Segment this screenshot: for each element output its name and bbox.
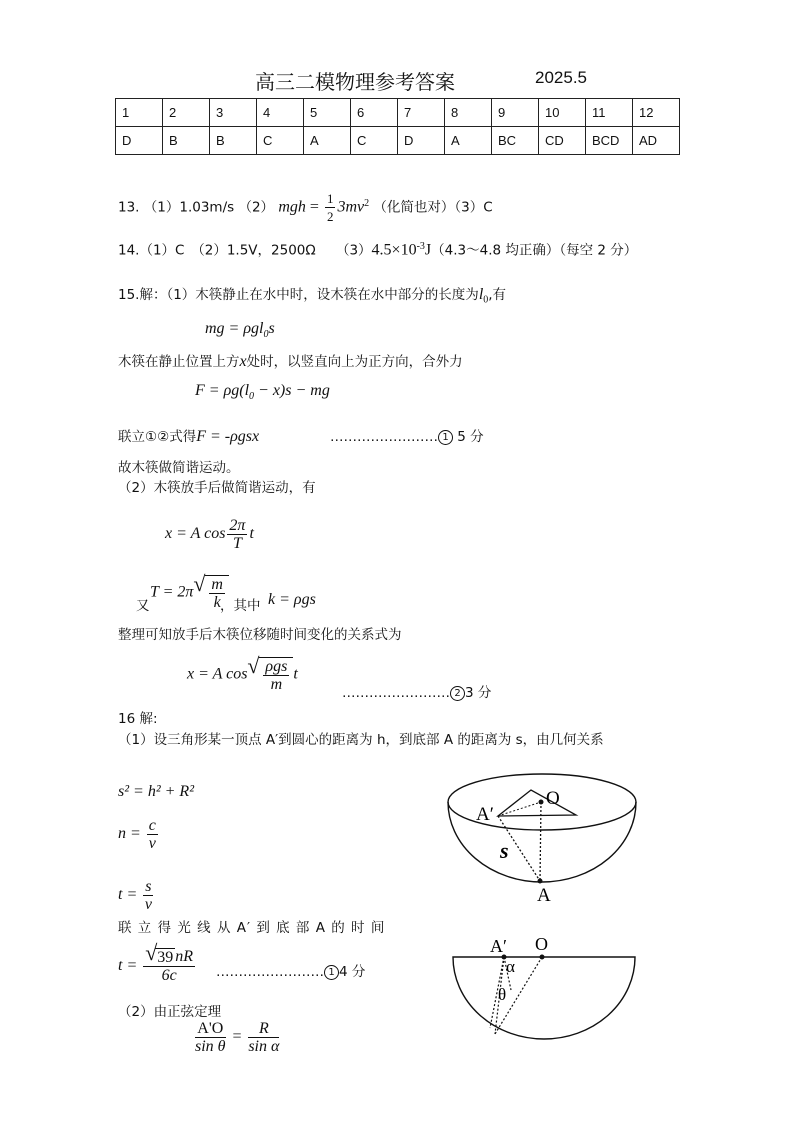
page-title: 高三二模物理参考答案 [255,70,455,94]
q14-exponent: -3 [416,241,425,252]
q16-eq5-frac1 [195,1020,226,1055]
table-cell: 2 [163,99,210,127]
q15-eq3: F = -ρgsx [196,428,260,445]
table-cell: BC [492,127,539,155]
q13-formula-rhs: 3mv [337,198,365,216]
q15-line2b: 处时，以竖直向上为正方向，合外力 [246,354,463,370]
q15-mark2: 2 [450,686,465,701]
q13-note: （化简也对）（3）C [373,199,493,216]
q16-eq1: s² = h² + R² [118,783,194,800]
table-cell: AD [633,127,680,155]
q15-eq1 [205,320,275,340]
table-cell: CD [539,127,586,155]
q15-l0: l [478,286,484,303]
q16-eq4-sqrt [145,948,175,966]
table-cell: A [445,127,492,155]
q15-line2 [118,353,463,371]
table-cell: 3 [210,99,257,127]
q15-eq6-num: √ ρgs [265,658,288,675]
q15-eq4-den: T [232,535,242,552]
q15-score1-text: 5 分 [453,429,484,445]
q16-eq2-num: c [148,817,156,834]
dashed-h [498,802,541,816]
q14-value: 4.5×10 [371,241,417,259]
table-cell: 9 [492,99,539,127]
table-cell: 11 [586,99,633,127]
label-O: O [546,788,560,809]
q13-label: 13. [118,199,140,216]
q13-fraction [325,190,336,225]
q15-eq6-lhs: x = A cos [187,665,248,683]
q15-eq6-den: m [270,676,283,693]
table-cell: 12 [633,99,680,127]
q16-eq4-den: 6c [161,967,177,985]
q16-eq4-lhs: t = [118,956,142,974]
q15-eq5-den: k [213,594,221,611]
q16-dots: …………………… [216,964,324,980]
q16-eq3-num: s [145,878,152,895]
q15-eq1-end: s [268,320,275,337]
q15-line4: 故木筷做简谐运动。 [118,460,240,476]
q16-eq5-den1: sin θ [195,1038,226,1055]
q15-eq4-t: t [249,525,254,543]
q15-score2-text: 3 分 [465,685,492,701]
q16-eq3-den: v [144,896,152,913]
q16-eq4 [118,948,197,984]
q15-eq1-main: mg = ρgl [205,320,264,337]
label-s: s [500,838,509,863]
q15-score1 [330,428,484,446]
answer-table [115,98,680,155]
q15-eq4-num: 2π [229,517,246,534]
q15-l0-sub: 0 [483,294,489,306]
label-A-prime: A′ [476,804,494,825]
q16-eq5-num1: A'O [195,1020,226,1038]
q15-eq4 [165,517,254,552]
q16-eq2-lhs: n = [118,825,145,843]
q15-eq4-frac [227,517,247,552]
q15-eq6 [187,657,298,693]
table-cell: 1 [116,99,163,127]
table-cell: A [304,127,351,155]
q15-qizhong: ，其中 [220,598,261,614]
hemisphere-figure-1 [440,760,650,910]
table-cell: 4 [257,99,304,127]
q15-intro [118,286,506,310]
q16-score-text: 4 分 [339,964,366,980]
q15-eq2 [195,382,330,402]
table-cell: 10 [539,99,586,127]
q13-frac-num: 1 [326,191,334,206]
table-cell: C [257,127,304,155]
q13-frac-den: 2 [326,209,334,224]
q15-eq5-num: √ m [211,576,223,593]
q16-eq5-frac2 [248,1020,279,1055]
fig2-label-A-prime: A′ [490,936,507,956]
fig2-label-O: O [535,934,548,954]
q16-line3: （2）由正弦定理 [118,1004,222,1020]
table-cell: 8 [445,99,492,127]
q16-eq4-num-end: nR [175,948,194,965]
label-A: A [537,885,551,906]
q16-label: 16 解: [118,711,158,727]
q15-line6: 整理可知放手后木筷位移随时间变化的关系式为 [118,627,402,643]
q13-formula-eq: = [305,198,323,216]
q15-eq2-end: − x)s − mg [254,382,330,399]
q15-score2 [342,684,491,702]
label-theta: θ [498,985,507,1004]
q15-intro-end: ,有 [488,287,507,303]
table-cell: B [163,127,210,155]
q15-eq5 [150,575,229,611]
q16-eq4-frac [143,948,195,984]
table-cell: 6 [351,99,398,127]
q15-intro-text: 15.解：（1）木筷静止在水中时，设木筷在水中部分的长度为 [118,287,479,303]
q16-eq5-den2: sin α [248,1038,280,1055]
q15-eq4-lhs: x = A cos [165,525,226,543]
q16-line2: 联 立 得 光 线 从 A′ 到 底 部 A 的 时 间 [118,920,386,936]
q15-mark1: 1 [438,430,453,445]
table-cell: 5 [304,99,351,127]
q16-eq2 [118,817,160,852]
q16-mark: 1 [324,965,339,980]
q15-eq6-sqrt [247,657,293,693]
q15-eq2-main: F = ρg(l [195,382,250,399]
q16-eq3-frac [143,878,153,913]
bottom-point [538,879,543,884]
q14-note: （4.3～4.8 均正确）（每空 2 分） [431,242,638,259]
q16-eq2-den: v [148,835,156,852]
q15-line2x: x [239,353,247,370]
table-cell: BCD [586,127,633,155]
q16-line1: （1）设三角形某一顶点 A′到圆心的距离为 h，到底部 A 的距离为 s，由几何关系 [118,732,604,748]
q13-line [118,190,493,225]
table-cell: D [116,127,163,155]
q15-line3 [118,428,259,446]
q15-eq2-sub: 0 [249,391,255,403]
q16-eq2-frac [147,817,158,852]
q13-formula-lhs: mgh [278,198,306,216]
q16-eq4-rad: 39 [157,949,174,967]
q13-formula-sup: 2 [364,198,370,209]
table-cell: C [351,127,398,155]
q16-score [216,963,365,981]
q14-part1: 14.（1）C （2）1.5V，2500Ω （3） [118,242,372,259]
page-date: 2025.5 [535,68,587,87]
answer-table-number-row [116,99,680,127]
q15-eq6-frac [263,658,289,693]
q16-eq3 [118,878,155,913]
q15-eq5-lhs: T = 2π [150,583,194,601]
q15-dots1: …………………… [330,429,438,445]
semicircle-figure-2 [445,930,645,1050]
table-cell: D [398,127,445,155]
q16-eq5: $\frac{A'O}{\text{sin θ}}$ = $\frac{R}{\text{sin α}}$ [195,1020,280,1055]
q15-line5: （2）木筷放手后做简谐运动，有 [118,480,316,496]
answer-table-answer-row [116,127,680,155]
q16-eq5-num2: R [248,1020,279,1038]
dashed-R [540,802,541,881]
q15-eq5-k: k = ρgs [268,591,316,608]
q13-part1: （1）1.03m/s （2） [143,199,275,216]
q15-eq1-sub: 0 [263,329,269,341]
q15-eq6-t: t [293,665,298,683]
q15-line2a: 木筷在静止位置上方 [118,354,240,370]
semicircle [453,957,635,1039]
q14-line [118,238,637,260]
q15-line3a: 联立①②式得 [118,429,197,445]
label-alpha: α [506,957,515,976]
q15-you: 又 [136,598,150,614]
q15-dots2: …………………… [342,685,450,701]
q16-eq3-lhs: t = [118,886,142,904]
table-cell: B [210,127,257,155]
table-cell: 7 [398,99,445,127]
q14-unit: J [424,241,432,259]
